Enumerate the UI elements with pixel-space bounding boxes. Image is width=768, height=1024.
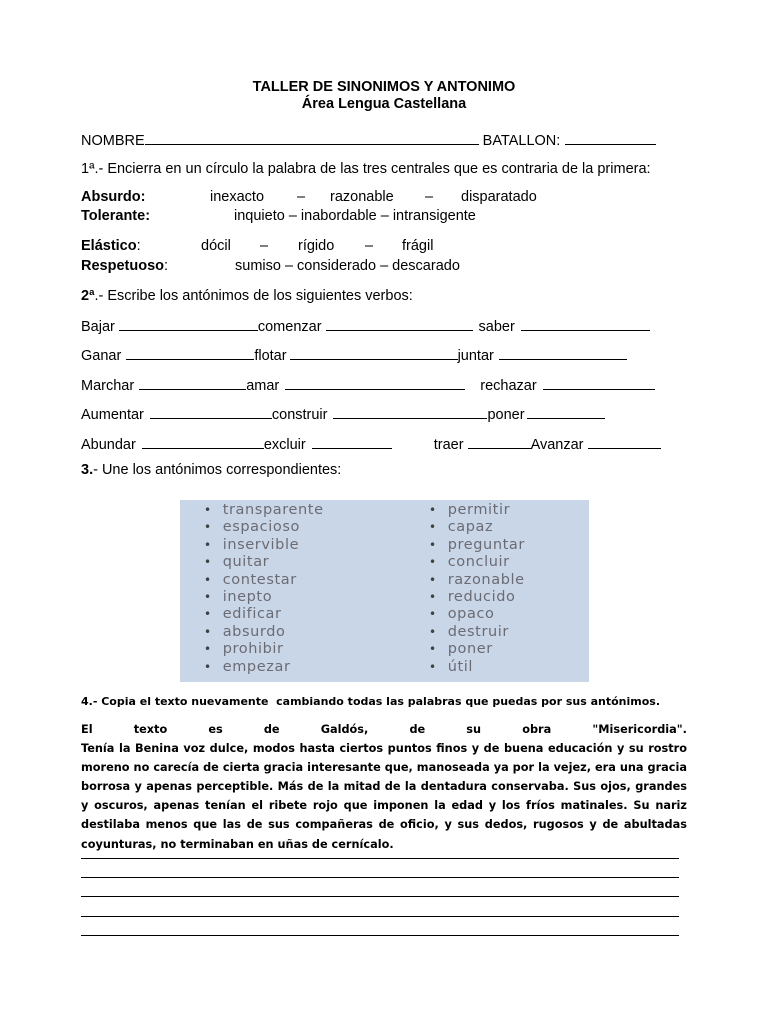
battalion-field[interactable]: [565, 131, 656, 145]
right-word[interactable]: [429, 502, 510, 519]
right-word[interactable]: [429, 659, 473, 676]
left-word[interactable]: [204, 641, 284, 658]
option-fragil[interactable]: frágil: [402, 238, 434, 254]
word-text: quitar: [222, 554, 270, 571]
word-elastico: Elástico: [81, 238, 137, 254]
answer-blank[interactable]: [588, 435, 661, 449]
bullet: •: [204, 659, 212, 674]
left-word[interactable]: [204, 624, 286, 641]
right-word[interactable]: [429, 641, 493, 658]
word-text: reducido: [447, 589, 516, 605]
answer-blank[interactable]: [119, 317, 258, 331]
right-word[interactable]: [429, 589, 516, 606]
answer-blank[interactable]: [150, 405, 272, 419]
word-text: edificar: [222, 606, 282, 623]
bullet: •: [204, 607, 212, 622]
word-text: razonable: [447, 571, 525, 588]
bullet: •: [429, 520, 437, 535]
word-text: concluir: [447, 554, 510, 571]
right-word[interactable]: [429, 624, 509, 641]
section4-instruction: 4.- Copia el texto nuevamente cambiando todas las palabras que puedas por sus antónimos.: [81, 695, 661, 708]
word: de: [263, 723, 280, 736]
word-text: empezar: [222, 658, 291, 675]
battalion-label: BATALLON:: [482, 133, 561, 149]
answer-blank[interactable]: [312, 435, 392, 449]
verb-label: comenzar: [257, 319, 322, 335]
dash: –: [365, 238, 374, 254]
verb-label: Abundar: [81, 437, 136, 453]
bullet: •: [429, 590, 437, 604]
colon: :: [136, 238, 141, 254]
word-elastico-row: [81, 238, 141, 255]
verb-label: rechazar: [480, 378, 537, 394]
word-text: inservible: [222, 536, 300, 553]
word-absurdo: Absurdo:: [81, 189, 146, 205]
section2-text: .- Escribe los antónimos de los siguientes verbos:: [94, 288, 413, 304]
bullet: •: [429, 659, 437, 674]
answer-blank[interactable]: [142, 435, 264, 449]
section3-number: 3.: [81, 462, 94, 478]
bullet: •: [204, 503, 212, 517]
section2-instruction: [81, 288, 413, 305]
word: Galdós,: [320, 723, 369, 736]
answer-line[interactable]: [81, 858, 679, 859]
word-respetuoso-row: [81, 258, 168, 275]
verb-label: Marchar: [81, 378, 135, 394]
answer-blank[interactable]: [521, 317, 650, 331]
section1-text: .- Encierra en un círculo la palabra de las tres centrales que es contraria de la primera:: [94, 161, 651, 177]
word-text: destruir: [447, 623, 509, 640]
bullet: •: [429, 503, 437, 517]
word: "Misericordia".: [592, 723, 687, 736]
bullet: •: [429, 572, 437, 587]
word-text: inepto: [222, 589, 273, 605]
colon: :: [164, 258, 169, 274]
options-respetuoso[interactable]: sumiso – considerado – descarado: [235, 258, 460, 274]
left-word[interactable]: [204, 589, 272, 606]
right-word[interactable]: [429, 537, 525, 554]
verb-label: construir: [271, 407, 328, 423]
dash: –: [425, 189, 434, 205]
section3-text: - Une los antónimos correspondientes:: [93, 462, 342, 478]
word-text: preguntar: [447, 536, 525, 553]
student-info-row: [81, 131, 656, 150]
verb-label: traer: [433, 437, 464, 453]
word-tolerante: Tolerante:: [81, 208, 151, 224]
word-text: útil: [447, 658, 474, 675]
word-text: opaco: [447, 606, 495, 623]
word-text: transparente: [222, 502, 324, 518]
verb-label: saber: [478, 319, 515, 335]
word-text: capaz: [447, 519, 494, 536]
bullet: •: [204, 520, 212, 535]
verb-label: amar: [246, 378, 280, 394]
verb-label: Ganar: [81, 348, 122, 364]
left-word[interactable]: [204, 537, 299, 554]
answer-blank[interactable]: [527, 405, 605, 419]
paragraph-first-line: [81, 720, 687, 739]
verb-label: Aumentar: [81, 407, 144, 423]
word-text: poner: [447, 641, 493, 658]
bullet: •: [429, 607, 437, 622]
section3-instruction: [81, 462, 341, 479]
section1-number: 1ª: [81, 161, 95, 177]
section4-paragraph: [81, 720, 687, 854]
word: texto: [133, 723, 168, 736]
word-text: prohibir: [222, 641, 284, 658]
left-word[interactable]: [204, 659, 291, 676]
answer-blank[interactable]: [126, 346, 254, 360]
right-word[interactable]: [429, 572, 525, 589]
verb-label: juntar: [457, 348, 494, 364]
word: de: [409, 723, 426, 736]
verb-row: [81, 346, 627, 365]
section1-instruction: [81, 161, 651, 178]
answer-line[interactable]: [81, 877, 679, 878]
bullet: •: [204, 537, 212, 552]
word: es: [208, 723, 223, 736]
word-text: contestar: [222, 571, 297, 588]
verb-row: [81, 405, 605, 424]
verb-label: excluir: [263, 437, 306, 453]
worksheet-subtitle: Área Lengua Castellana: [301, 96, 467, 112]
option-inexacto[interactable]: inexacto: [210, 189, 265, 205]
bullet: •: [429, 537, 437, 552]
left-word[interactable]: [204, 572, 297, 589]
answer-blank[interactable]: [468, 435, 531, 449]
word: su: [466, 723, 482, 736]
answer-blank[interactable]: [499, 346, 627, 360]
bullet: •: [429, 624, 437, 639]
right-word[interactable]: [429, 606, 495, 623]
left-word[interactable]: [204, 606, 282, 623]
answer-blank[interactable]: [139, 376, 246, 390]
word-respetuoso: Respetuoso: [81, 258, 164, 274]
bullet: •: [204, 572, 212, 587]
left-word[interactable]: [204, 502, 324, 519]
name-field[interactable]: [145, 131, 479, 145]
answer-blank[interactable]: [333, 405, 487, 419]
left-word[interactable]: [204, 519, 300, 536]
options-tolerante[interactable]: inquieto – inabordable – intransigente: [234, 208, 476, 224]
dash: –: [297, 189, 306, 205]
option-disparatado[interactable]: disparatado: [461, 189, 537, 205]
bullet: •: [204, 555, 212, 570]
option-razonable[interactable]: razonable: [330, 189, 394, 205]
paragraph-body: Tenía la Benina voz dulce, modos hasta ciertos puntos finos y de buena educación y su rostro moreno no carecía de cierta gracia interesante que, manoseada ya por la vejez, era una gracia borrosa y apenas perceptible. Más de la mitad de la dentadura conservaba. Sus ojos, grandes y oscuros, apenas tenían el ribete rojo que imponen la edad y los fríos matinales. Su nariz destilaba menos que las de sus compañeras de oficio, y sus dedos, rugosos y de abultadas coyunturas, no terminaban en uñas de cernícalo.: [81, 742, 687, 851]
right-word[interactable]: [429, 519, 493, 536]
answer-blank[interactable]: [326, 317, 473, 331]
verb-label: flotar: [254, 348, 287, 364]
name-label: NOMBRE: [81, 133, 145, 149]
word: obra: [522, 723, 552, 736]
answer-blank[interactable]: [285, 376, 465, 390]
option-rigido[interactable]: rígido: [298, 238, 335, 254]
verb-label: Avanzar: [530, 437, 584, 453]
verb-row: [81, 435, 661, 454]
dash: –: [260, 238, 269, 254]
option-docil[interactable]: dócil: [201, 238, 231, 254]
answer-line[interactable]: [81, 896, 679, 897]
bullet: •: [429, 642, 437, 657]
word-text: absurdo: [222, 623, 286, 640]
left-word[interactable]: [204, 554, 269, 571]
verb-label: poner: [487, 407, 525, 423]
section2-number: 2ª: [81, 288, 95, 304]
verb-row: [81, 317, 650, 336]
bullet: •: [204, 590, 212, 604]
bullet: •: [204, 642, 212, 657]
word-text: espacioso: [222, 519, 300, 536]
antonym-match-box: [180, 500, 589, 682]
verb-row: [81, 376, 655, 395]
right-word[interactable]: [429, 554, 510, 571]
answer-blank[interactable]: [543, 376, 655, 390]
bullet: •: [429, 555, 437, 570]
word: El: [81, 723, 93, 736]
word-text: permitir: [447, 502, 511, 518]
answer-line[interactable]: [81, 916, 679, 917]
worksheet-title: TALLER DE SINONIMOS Y ANTONIMO: [252, 79, 516, 95]
answer-line[interactable]: [81, 935, 679, 936]
verb-label: Bajar: [81, 319, 115, 335]
bullet: •: [204, 624, 212, 639]
answer-blank[interactable]: [290, 346, 458, 360]
